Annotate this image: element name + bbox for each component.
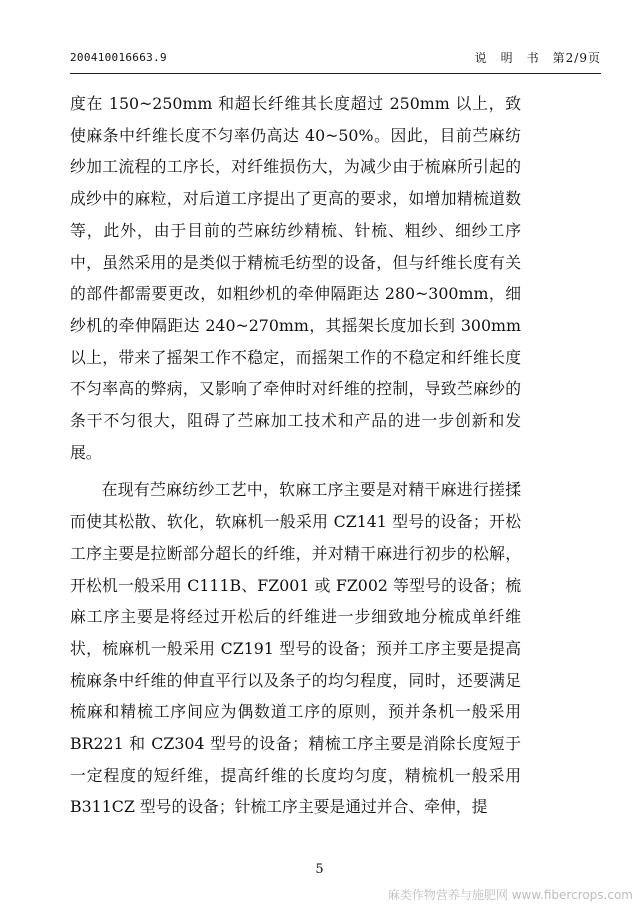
body-text — [70, 88, 521, 823]
paragraph-2: 在现有苎麻纺纱工艺中，软麻工序主要是对精干麻进行搓揉而使其松散、软化，软麻机一般采用 CZ141 型号的设备；开松工序主要是拉断部分超长的纤维，并对精干麻进行初步的松解，开松机一般采用 C111B、FZ001 或 FZ002 等型号的设备；梳麻工序主要是将经过开松后的纤维进一步细致地分梳成单纤维状，梳麻机一般采用 CZ191 型号的设备；预并工序主要是提高梳麻条中纤维的伸直平行以及条子的均匀程度，同时，还要满足梳麻和精梳工序间应为偶数道工序的原则，预并条机一般采用 BR221 和 CZ304 型号的设备；精梳工序主要是消除长度短于一定程度的短纤维，提高纤维的长度均匀度，精梳机一般采用 B311CZ 型号的设备；针梳工序主要是通过并合、牵伸，提 — [70, 480, 521, 817]
page-number: 5 — [315, 862, 324, 877]
header-divider — [70, 73, 601, 74]
section-title: 说 明 书 第2/9页 — [474, 51, 601, 65]
paragraph-1: 度在 150~250mm 和超长纤维其长度超过 250mm 以上，致使麻条中纤维长度不匀率仍高达 40~50%。因此，目前苎麻纺纱加工流程的工序长，对纤维损伤大，为减少由于梳麻所引起的成纱中的麻粒，对后道工序提出了更高的要求，如增加精梳道数等，此外，由于目前的苎麻纺纱精梳、针梳、粗纱、细纱工序中，虽然采用的是类似于精梳毛纺型的设备，但与纤维长度有关的部件都需要更改，如粗纱机的牵伸隔距达 280~300mm，细纱机的牵伸隔距达 240~270mm，其摇架长度加长到 300mm 以上，带来了摇架工作不稳定，而摇架工作的不稳定和纤维长度不匀率高的弊病，又影响了牵伸时对纤维的控制，导致苎麻纱的条干不匀很大，阻碍了苎麻加工技术和产品的进一步创新和发展。 — [70, 94, 521, 462]
watermark: 麻类作物营养与施肥网 www.fibercrops.com — [387, 888, 633, 902]
page-header — [70, 50, 601, 66]
patent-number: 200410016663.9 — [70, 51, 167, 64]
